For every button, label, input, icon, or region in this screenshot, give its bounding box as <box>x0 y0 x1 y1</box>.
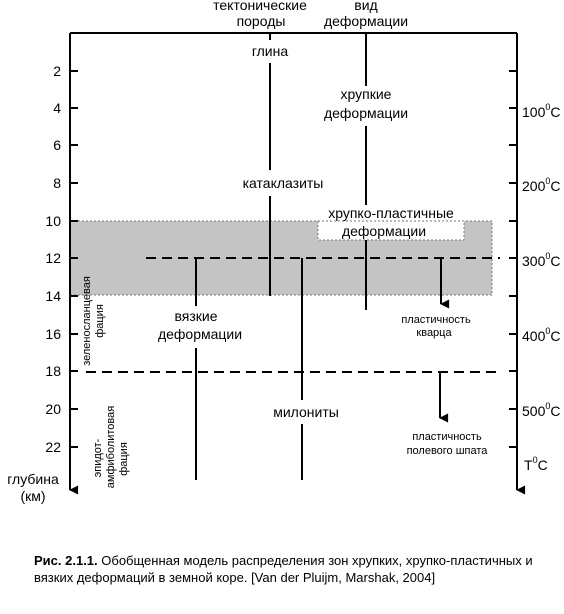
header-deformation-line1: вид <box>354 0 378 13</box>
temperature-tick-label: $300^0C$ <box>522 251 561 269</box>
label-quartz-1: пластичность <box>401 314 471 326</box>
depth-tick-label: 6 <box>53 137 61 153</box>
header-rocks-line1: тектонические <box>213 0 307 13</box>
depth-axis-label-unit: (км) <box>20 488 46 504</box>
label-mylonites: милониты <box>273 404 339 420</box>
figure-caption <box>34 552 554 586</box>
depth-tick-label: 16 <box>45 326 61 342</box>
label-epidote-facies-2: амфиболитовая <box>105 405 117 489</box>
label-greenschist-facies-1: зеленосланцевая <box>81 276 93 366</box>
depth-tick-label: 10 <box>45 213 61 229</box>
caption-label: Рис. 2.1.1. <box>34 553 98 568</box>
depth-tick-label: 20 <box>45 401 61 417</box>
depth-ticks <box>70 71 78 447</box>
temperature-axis-label: $T^0C$ <box>524 455 548 473</box>
label-brittle-2: деформации <box>323 105 409 121</box>
label-brittle-plastic-2: деформации <box>341 223 427 239</box>
temperature-tick-label: $200^0C$ <box>522 176 561 194</box>
depth-axis-label: глубина <box>7 471 59 487</box>
label-brittle-plastic-1: хрупко-пластичные <box>328 205 454 221</box>
label-feldspar-2: полевого шпата <box>406 445 488 457</box>
depth-tick-label: 18 <box>45 363 61 379</box>
label-cataclasites: катаклазиты <box>242 175 324 191</box>
label-clay: глина <box>251 43 289 59</box>
header-rocks-line2: породы <box>236 13 286 29</box>
label-brittle-1: хрупкие <box>340 86 392 102</box>
temperature-tick-label: $400^0C$ <box>522 326 561 344</box>
label-feldspar-1: пластичность <box>412 431 482 443</box>
depth-tick-label: 12 <box>45 250 61 266</box>
depth-tick-label: 14 <box>45 288 61 304</box>
temperature-tick-label: $500^0C$ <box>522 401 561 419</box>
label-viscous-2: деформации <box>157 326 243 342</box>
label-greenschist-facies-2: фация <box>94 304 106 338</box>
depth-tick-label: 2 <box>53 63 61 79</box>
depth-tick-label: 22 <box>45 439 61 455</box>
depth-tick-label: 4 <box>53 100 61 116</box>
label-viscous-1: вязкие <box>174 308 218 324</box>
label-epidote-facies-3: фация <box>118 442 130 476</box>
label-quartz-2: кварца <box>416 327 452 339</box>
caption-text: Обобщенная модель распределения зон хрупких, хрупко-пластичных и вязких деформаций в земной коре. [Van der Pluijm, Marshak, 2004] <box>34 553 533 585</box>
temperature-tick-label: $100^0C$ <box>522 102 561 120</box>
header-deformation-line2: деформации <box>323 13 409 29</box>
label-epidote-facies-1: эпидот- <box>92 438 104 478</box>
temperature-ticks <box>509 71 517 447</box>
depth-tick-label: 8 <box>53 175 61 191</box>
